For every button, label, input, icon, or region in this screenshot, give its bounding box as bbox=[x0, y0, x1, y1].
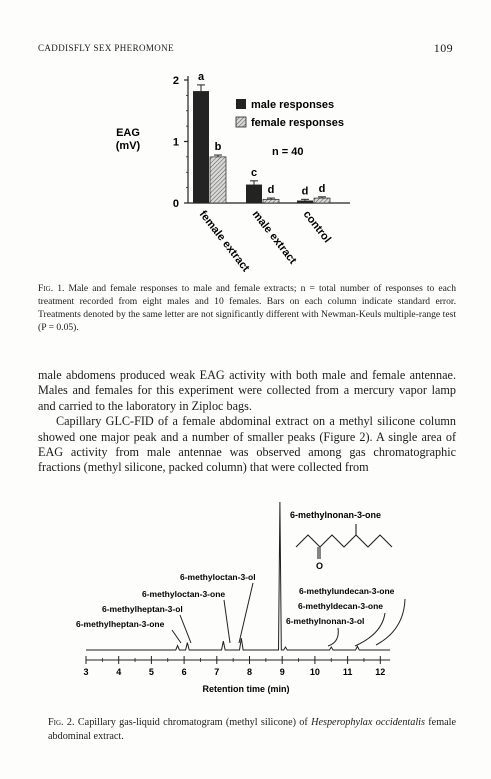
y-tick-label-0: 0 bbox=[172, 198, 179, 210]
legend-swatch-female bbox=[236, 117, 246, 127]
pointer-methylheptanol bbox=[180, 615, 191, 643]
significance-letter: a bbox=[197, 70, 205, 83]
legend-swatch-male bbox=[236, 99, 246, 109]
running-head-title: CADDISFLY SEX PHEROMONE bbox=[38, 43, 174, 53]
figure-2-caption-species: Hesperophylax occidentalis bbox=[311, 717, 425, 728]
x-axis-label: Retention time (min) bbox=[202, 684, 290, 694]
bar-male-extract-male bbox=[246, 185, 262, 203]
body-text bbox=[38, 368, 456, 476]
peak-label-methylundecanone: 6-methylundecan-3-one bbox=[299, 586, 395, 596]
significance-letter: b bbox=[214, 141, 222, 154]
structure-diagram bbox=[290, 510, 392, 571]
x-tick-label-3: 3 bbox=[83, 667, 89, 677]
bar-male-extract-female bbox=[263, 199, 279, 203]
x-tick-label-4: 4 bbox=[116, 667, 122, 677]
legend-label-male: male responses bbox=[251, 99, 335, 111]
figure-1-caption-text: Male and female responses to male and female extracts; n = total number of responses to each treatment recorded from eight males and 10 females. Bars on each column indicate standard error. Treatments denoted by the same letter are not significantly different with Newman-Keuls multiple-range test (P = 0.05). bbox=[38, 283, 456, 333]
peak-label-methyloctanone: 6-methyloctan-3-one bbox=[142, 589, 226, 599]
figure-2-chromatogram bbox=[0, 500, 491, 705]
x-tick-label-11: 11 bbox=[342, 667, 353, 677]
figure-1-bar-chart bbox=[0, 0, 491, 280]
body-paragraph-2: Capillary GLC-FID of a female abdominal extract on a methyl silicone column showed one major peak and a number of smaller peaks (Figure 2). A single area of EAG activity from male antennae was observed among gas chromatographic fractions (methyl silicone, packed column) that were collected from bbox=[38, 414, 456, 475]
peak-label-methylnonanol: 6-methylnonan-3-ol bbox=[286, 616, 365, 626]
significance-letter: c bbox=[250, 166, 258, 179]
legend bbox=[236, 99, 344, 129]
category-label-female-extract: female extract bbox=[196, 208, 252, 275]
significance-letter: d bbox=[267, 184, 275, 197]
figure-1-caption-label: Fig. 1. bbox=[38, 283, 65, 294]
pointer-methylnonanol bbox=[328, 628, 338, 646]
legend-label-female: female responses bbox=[251, 117, 344, 129]
pointer-methyloctanone bbox=[224, 600, 230, 643]
significance-letter: d bbox=[301, 185, 309, 198]
x-tick-label-7: 7 bbox=[214, 667, 220, 677]
bar-female-extract-female bbox=[210, 157, 226, 203]
n-label: n = 40 bbox=[272, 146, 304, 158]
category-label-male-extract: male extract bbox=[249, 208, 299, 267]
structure-skeleton bbox=[296, 535, 392, 547]
significance-letter: d bbox=[318, 182, 326, 195]
x-tick-label-8: 8 bbox=[246, 667, 253, 677]
x-tick-label-5: 5 bbox=[148, 667, 154, 677]
structure-oxygen-label: O bbox=[316, 561, 324, 571]
y-axis-label-line-2: (mV) bbox=[115, 140, 141, 152]
x-tick-label-9: 9 bbox=[279, 667, 285, 677]
bar-female-extract-male bbox=[193, 91, 209, 203]
figure-2-caption-label: Fig. 2. bbox=[48, 717, 75, 728]
figure-1-caption bbox=[38, 282, 456, 334]
y-axis-label-line-1: EAG bbox=[116, 127, 140, 139]
peak-label-methylheptanol: 6-methylheptan-3-ol bbox=[102, 604, 183, 614]
bar-control-male bbox=[297, 201, 313, 203]
structure-label: 6-methylnonan-3-one bbox=[290, 510, 382, 520]
page-number: 109 bbox=[433, 41, 453, 55]
figure-2-caption-text: Capillary gas-liquid chromatogram (methyl silicone) of bbox=[77, 717, 312, 728]
bar-control-female bbox=[314, 198, 330, 203]
x-tick-label-12: 12 bbox=[375, 667, 386, 677]
pointer-methylheptanone bbox=[172, 630, 181, 643]
y-tick-label-2: 2 bbox=[172, 75, 179, 87]
pointer-methyloctanol bbox=[239, 583, 253, 643]
peak-label-methylheptanone: 6-methylheptan-3-one bbox=[76, 619, 165, 629]
peak-label-methyloctanol: 6-methyloctan-3-ol bbox=[180, 572, 256, 582]
figure-2-caption-text-end: female abdominal extract. bbox=[48, 717, 456, 742]
figure-2-axis bbox=[83, 656, 390, 677]
x-tick-label-10: 10 bbox=[309, 667, 320, 677]
x-tick-label-6: 6 bbox=[181, 667, 187, 677]
peak-label-methyldecanone: 6-methyldecan-3-one bbox=[298, 601, 384, 611]
peak-labels bbox=[76, 572, 395, 629]
body-paragraph-1: male abdomens produced weak EAG activity with both male and female antennae. Males and females for this experiment were collected from a mercury vapor lamp and carried to the laboratory in Ziploc bags. bbox=[38, 368, 456, 413]
y-tick-label-1: 1 bbox=[172, 136, 179, 149]
category-label-control: control bbox=[300, 208, 334, 246]
figure-2-caption bbox=[48, 716, 456, 743]
